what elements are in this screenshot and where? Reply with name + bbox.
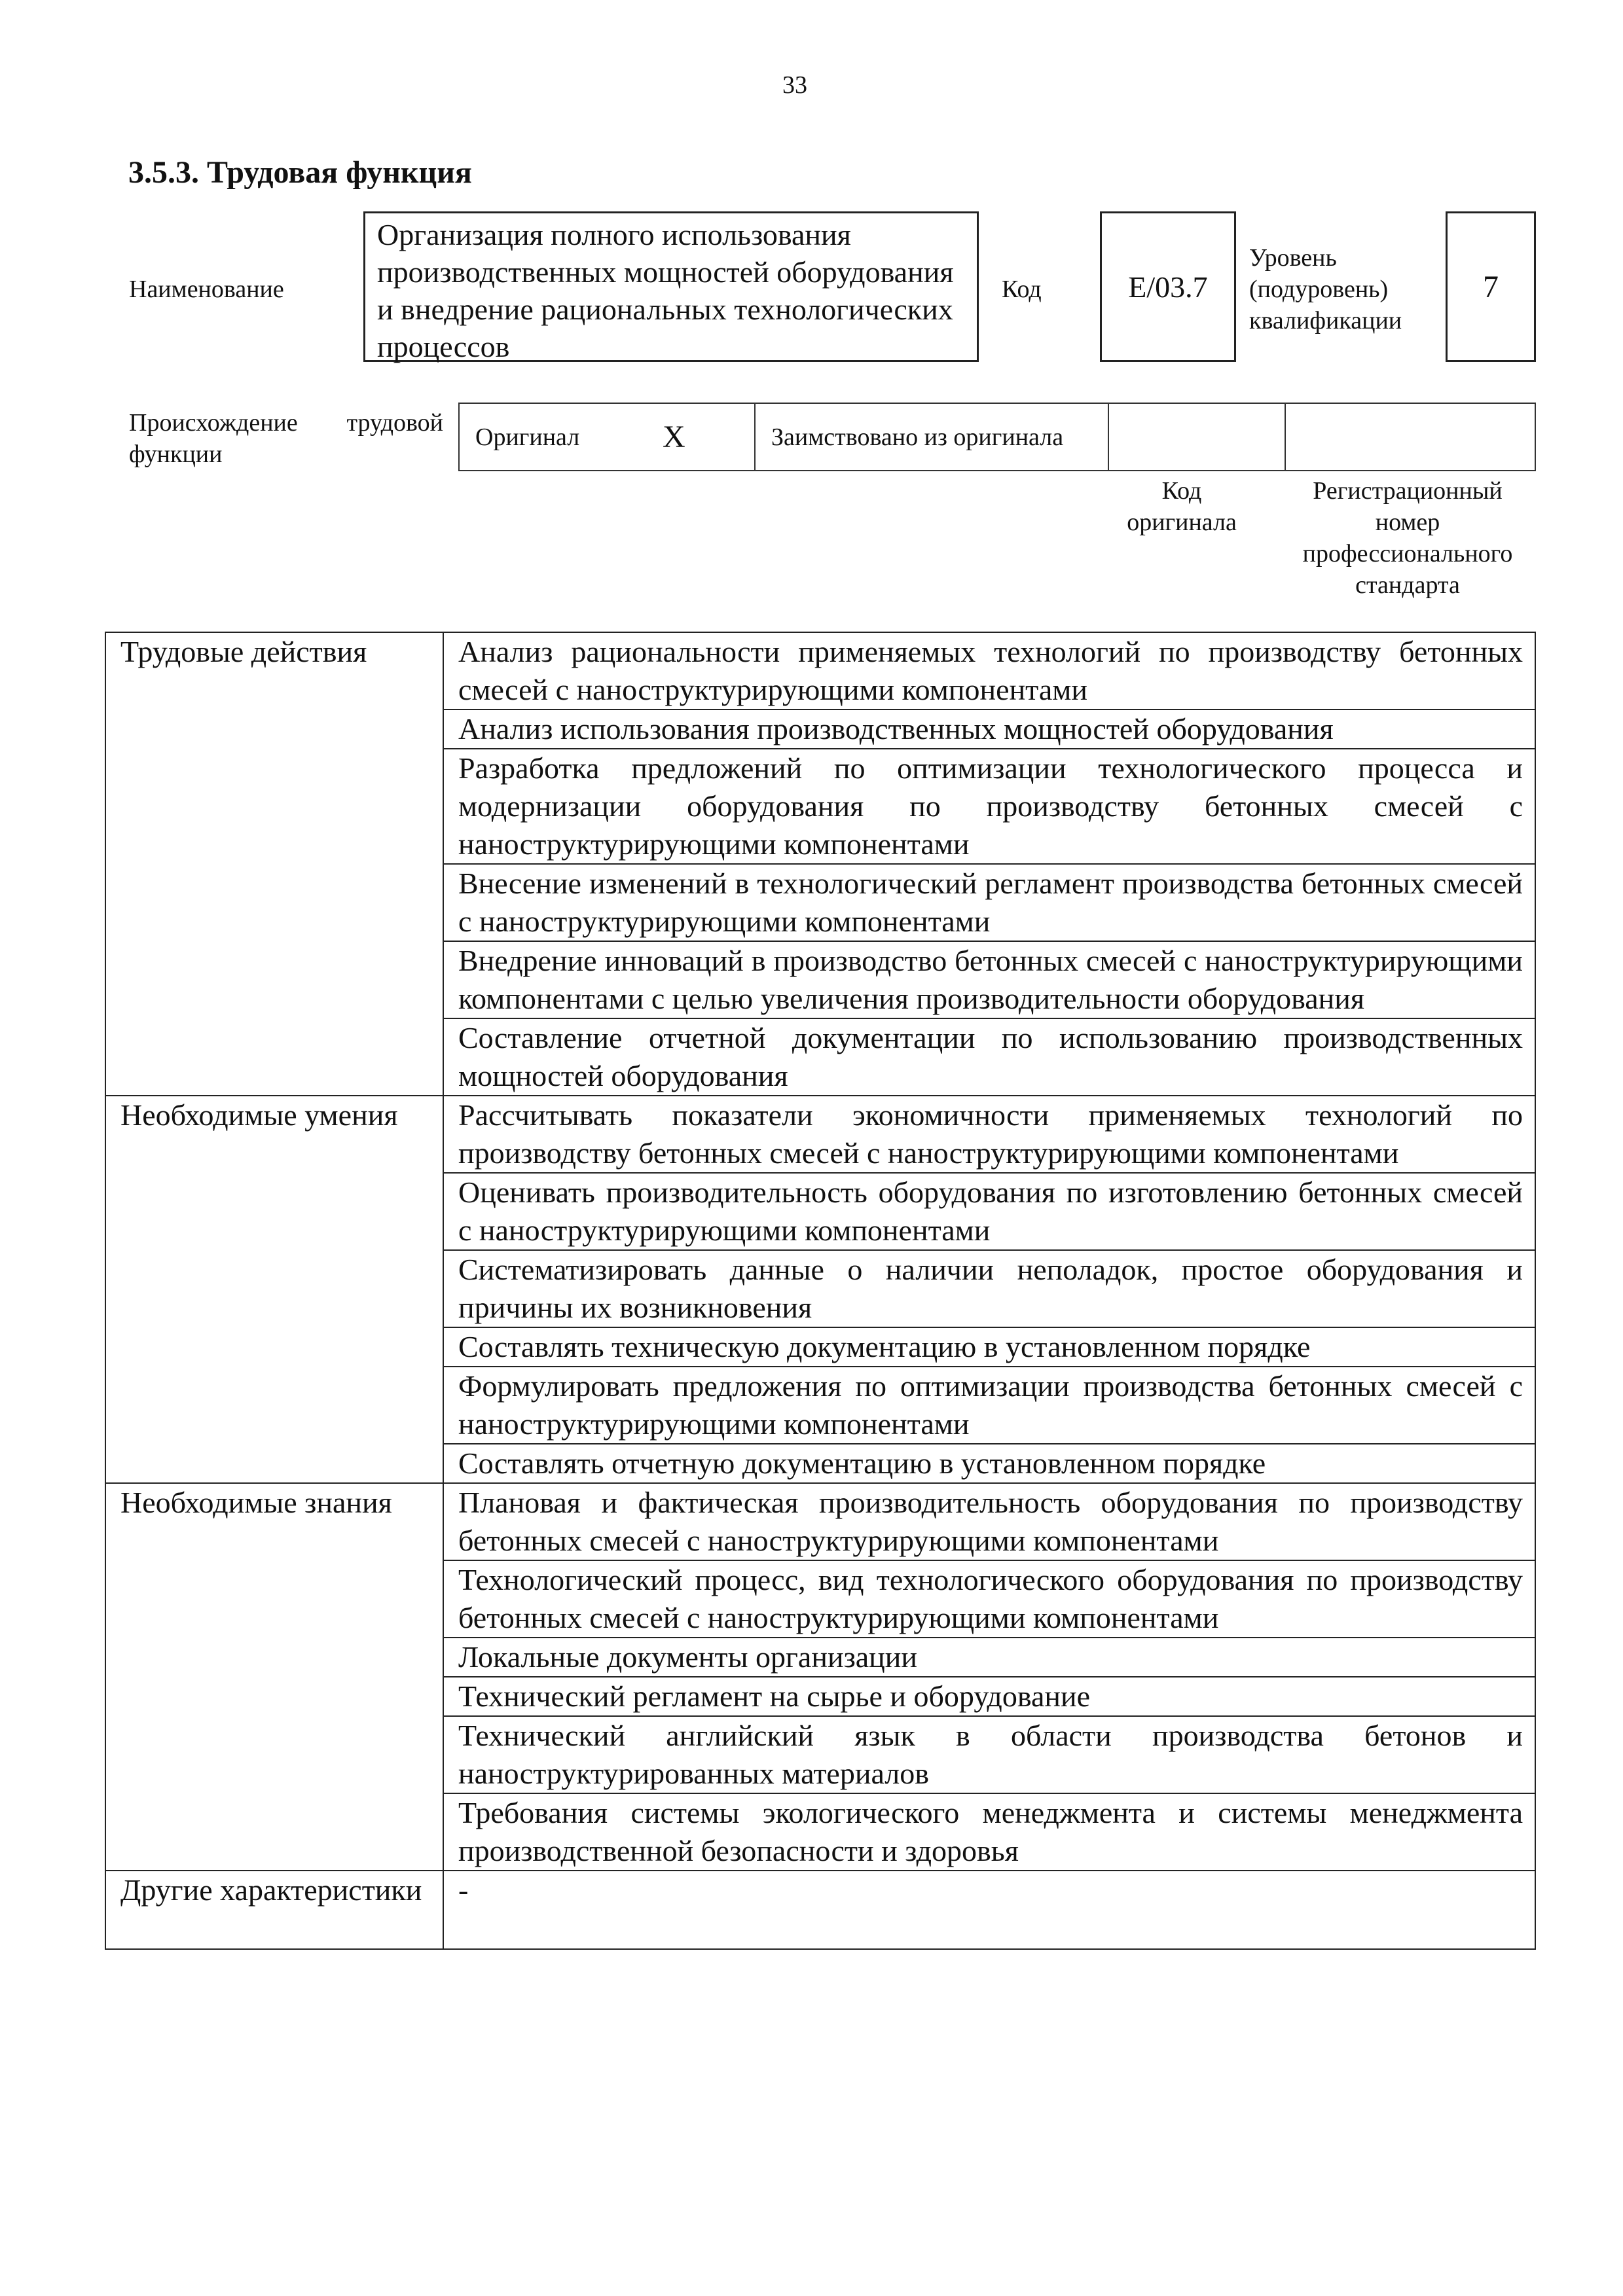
code-value-box: E/03.7 [1100, 211, 1236, 362]
item-cell: Технический английский язык в области производства бетонов и наноструктурированных материалов [443, 1716, 1535, 1793]
item-cell: Внедрение инноваций в производство бетонных смесей с наноструктурирующими компонентами с целью увеличения производительности оборудования [443, 941, 1535, 1018]
table-row [105, 632, 1535, 709]
item-cell: Формулировать предложения по оптимизации производства бетонных смесей с наноструктурирующими компонентами [443, 1367, 1535, 1444]
category-cell: Необходимые знания [105, 1483, 443, 1871]
item-cell: Систематизировать данные о наличии неполадок, простое оборудования и причины их возникновения [443, 1250, 1535, 1327]
origin-divider [1285, 404, 1286, 470]
code-original-caption: Код оригинала [1127, 477, 1237, 536]
item-cell: Требования системы экологического менеджмента и системы менеджмента производственной безопасности и здоровья [443, 1793, 1535, 1871]
borrowed-label: Заимствовано из оригинала [771, 423, 1064, 451]
category-cell: Другие характеристики [105, 1871, 443, 1949]
item-cell: Составлять отчетную документацию в установленном порядке [443, 1444, 1535, 1483]
item-cell: Оценивать производительность оборудования по изготовлению бетонных смесей с наноструктурирующими компонентами [443, 1173, 1535, 1250]
page-number: 33 [782, 71, 807, 99]
level-label-line: Уровень [1249, 244, 1337, 272]
level-value-box: 7 [1446, 211, 1536, 362]
table-row [105, 1483, 1535, 1560]
table-row [105, 1871, 1535, 1949]
item-cell: Анализ рациональности применяемых технологий по производству бетонных смесей с наноструктурирующими компонентами [443, 632, 1535, 709]
original-mark: X [663, 420, 685, 454]
function-details-table [105, 632, 1536, 1950]
item-cell: Плановая и фактическая производительность оборудования по производству бетонных смесей с наноструктурирующими компонентами [443, 1483, 1535, 1560]
origin-label: Происхождение трудовой функции [129, 409, 443, 468]
table-row [105, 1096, 1535, 1173]
item-cell: - [443, 1871, 1535, 1949]
function-name-box: Организация полного использования производственных мощностей оборудования и внедрение рациональных технологических процессов [363, 211, 979, 362]
reg-number-caption: Регистрационный номер профессионального стандарта [1302, 477, 1513, 599]
item-cell: Технологический процесс, вид технологического оборудования по производству бетонных смесей с наноструктурирующими компонентами [443, 1560, 1535, 1638]
category-cell: Трудовые действия [105, 632, 443, 1096]
item-cell: Составлять техническую документацию в установленном порядке [443, 1327, 1535, 1367]
origin-divider [1108, 404, 1109, 470]
level-label-line: (подуровень) [1249, 276, 1389, 303]
item-cell: Разработка предложений по оптимизации технологического процесса и модернизации оборудования по производству бетонных смесей с наноструктурирующими компонентами [443, 749, 1535, 864]
section-title: 3.5.3. Трудовая функция [128, 155, 472, 190]
origin-divider [754, 404, 756, 470]
original-label: Оригинал [475, 423, 580, 451]
origin-box [458, 403, 1536, 471]
item-cell: Технический регламент на сырье и оборудование [443, 1677, 1535, 1716]
category-cell: Необходимые умения [105, 1096, 443, 1483]
item-cell: Рассчитывать показатели экономичности применяемых технологий по производству бетонных смесей с наноструктурирующими компонентами [443, 1096, 1535, 1173]
item-cell: Анализ использования производственных мощностей оборудования [443, 709, 1535, 749]
item-cell: Внесение изменений в технологический регламент производства бетонных смесей с наноструктурирующими компонентами [443, 864, 1535, 941]
item-cell: Локальные документы организации [443, 1638, 1535, 1677]
level-label [1249, 242, 1402, 336]
level-label-line: квалификации [1249, 307, 1402, 334]
code-label: Код [1002, 276, 1042, 303]
item-cell: Составление отчетной документации по использованию производственных мощностей оборудования [443, 1018, 1535, 1096]
name-label: Наименование [129, 276, 284, 303]
